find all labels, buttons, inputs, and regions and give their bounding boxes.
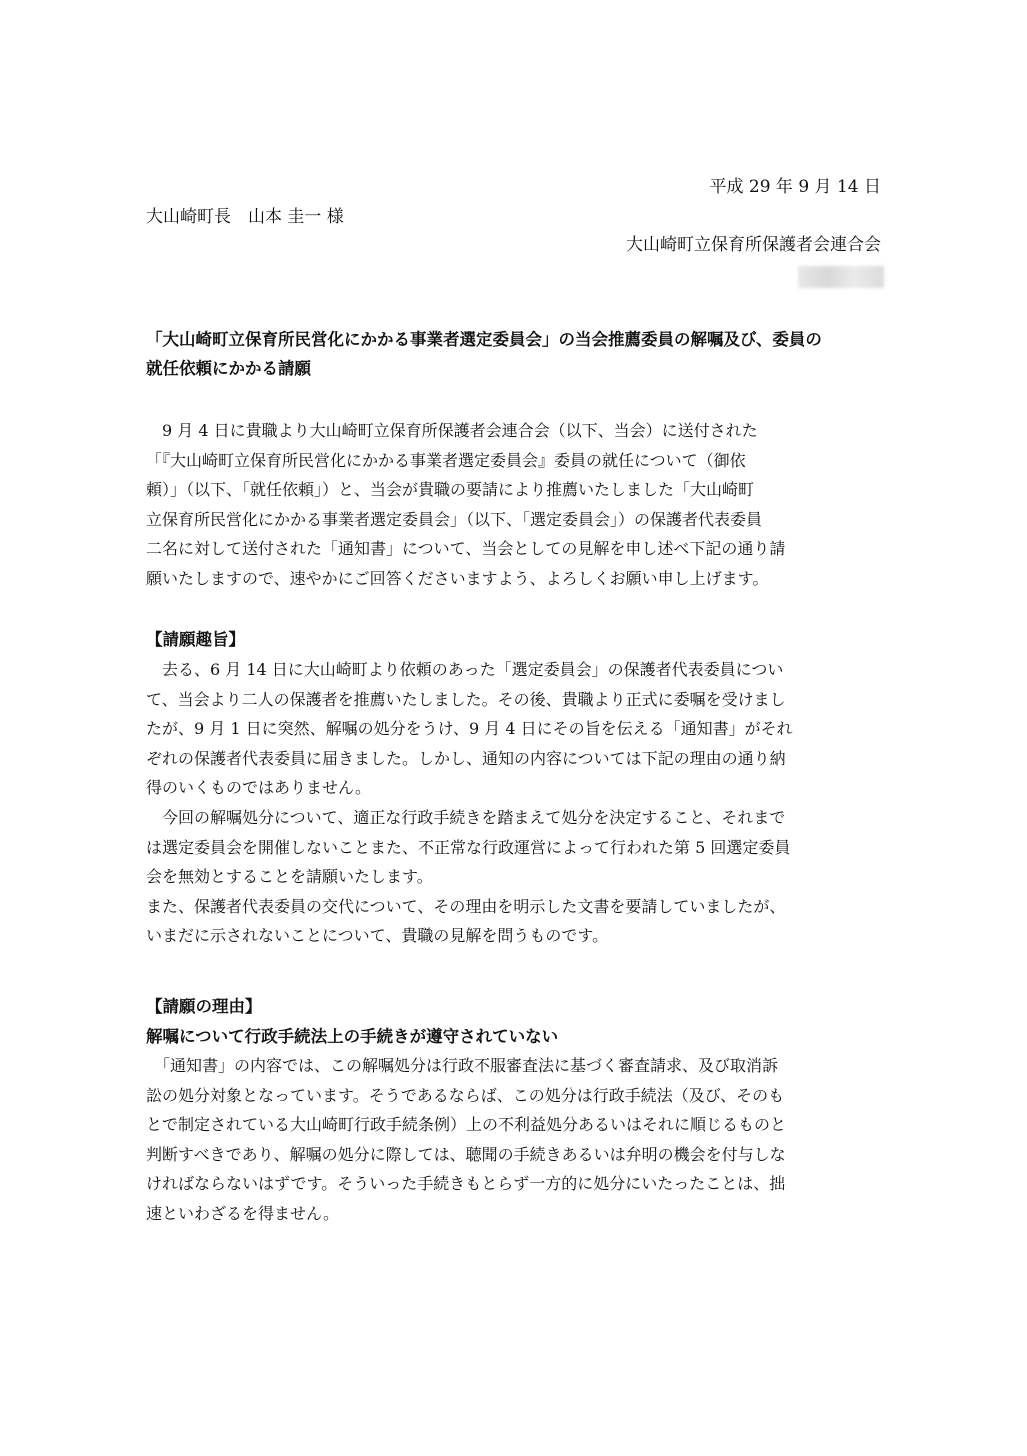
reason-line: 「通知書」の内容では、この解嘱処分は行政不服審査法に基づく審査請求、及び取消訴: [146, 1056, 779, 1075]
purpose-line: 去る、6 月 14 日に大山崎町より依頼のあった「選定委員会」の保護者代表委員につい: [146, 660, 784, 679]
purpose-line: 得のいくものではありません。: [146, 778, 371, 798]
reason-line: 判断すべきであり、解嘱の処分に際しては、聴聞の手続きあるいは弁明の機会を付与しな: [146, 1144, 786, 1164]
purpose-line: 今回の解嘱処分について、適正な行政手続きを踏まえて処分を決定すること、それまで: [146, 807, 786, 827]
purpose-line: ぞれの保護者代表委員に届きました。しかし、通知の内容については下記の理由の通り納: [146, 748, 786, 768]
intro-line: 「『大山崎町立保育所民営化にかかる事業者選定委員会』委員の就任について（御依: [146, 450, 746, 470]
reason-subheading: 解嘱について行政手続法上の手続きが遵守されていない: [146, 1027, 559, 1046]
intro-line: 立保育所民営化にかかる事業者選定委員会」（以下、「選定委員会」）の保護者代表委員: [146, 509, 763, 529]
title-line: 就任依頼にかかる請願: [146, 359, 311, 378]
intro-line: 9 月 4 日に貴職より大山崎町立保育所保護者会連合会（以下、当会）に送付された: [146, 421, 758, 440]
reason-line: とで制定されている大山崎町行政手続条例）上の不利益処分あるいはそれに順じるものと: [146, 1115, 787, 1135]
document-date: 平成 29 年 9 月 14 日: [709, 177, 881, 197]
purpose-line: て、当会より二人の保護者を推薦いたしました。その後、貴職より正式に委嘱を受けまし: [146, 689, 786, 709]
title-line: 「大山崎町立保育所民営化にかかる事業者選定委員会」の当会推薦委員の解嘱及び、委員の: [146, 330, 822, 349]
purpose-paragraph: [146, 655, 886, 951]
purpose-line: また、保護者代表委員の交代について、その理由を明示した文書を要請していましたが、: [146, 896, 786, 916]
reason-line: ければならないはずです。そういった手続きもとらず一方的に処分にいたったことは、拙: [146, 1174, 786, 1194]
purpose-line: たが、9 月 1 日に突然、解嘱の処分をうけ、9 月 4 日にその旨を伝える「通知書」がそれ: [146, 719, 793, 739]
purpose-line: いまだに示されないことについて、貴職の見解を問うものです。: [146, 926, 609, 946]
reason-line: 訟の処分対象となっています。そうであるならば、この処分は行政手続法（及び、そのも: [146, 1085, 785, 1105]
section-heading-purpose: 【請願趣旨】: [146, 630, 245, 649]
intro-line: 願いたしますので、速やかにご回答くださいますよう、よろしくお願い申し上げます。: [146, 568, 769, 588]
addressee: 大山崎町長 山本 圭一 様: [146, 207, 344, 227]
redacted-signature: [798, 266, 884, 288]
intro-paragraph: [146, 416, 886, 594]
sender-organization: 大山崎町立保育所保護者会連合会: [626, 235, 881, 255]
reason-line: 速といわざるを得ません。: [146, 1203, 339, 1223]
purpose-line: 会を無効とすることを請願いたします。: [146, 867, 433, 887]
section-heading-reason: 【請願の理由】: [146, 997, 262, 1016]
document-title: [146, 325, 886, 383]
intro-line: 頼）」（以下、「就任依頼」）と、当会が貴職の要請により推薦いたしました「大山崎町: [146, 480, 755, 500]
intro-line: 二名に対して送付された「通知書」について、当会としての見解を申し述べ下記の通り請: [146, 539, 786, 559]
purpose-line: は選定委員会を開催しないことまた、不正常な行政運営によって行われた第 5 回選定委員: [146, 837, 791, 857]
reason-paragraph: [146, 1051, 886, 1229]
